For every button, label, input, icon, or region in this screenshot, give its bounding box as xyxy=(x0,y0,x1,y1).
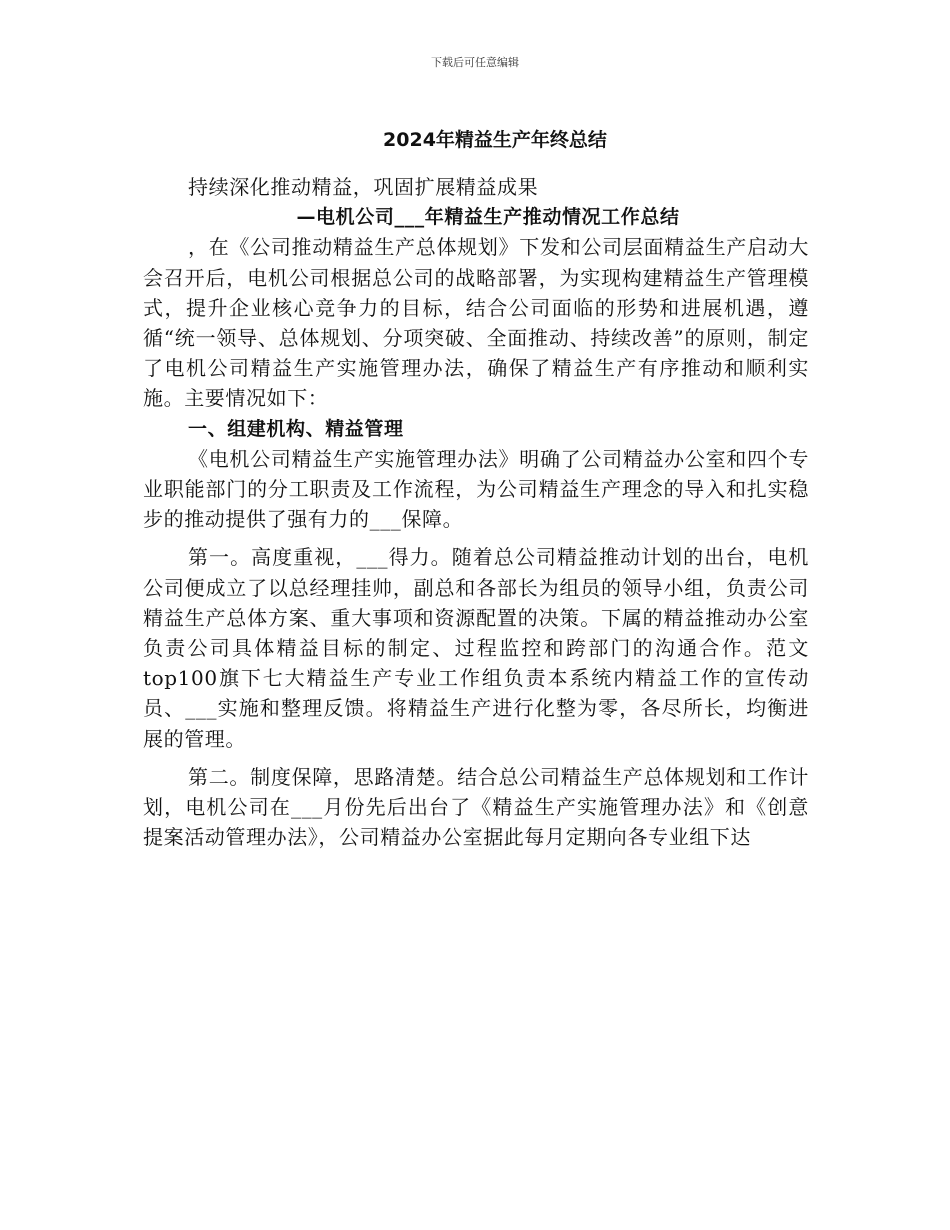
document-body xyxy=(143,172,809,852)
paragraph-gap xyxy=(143,754,809,762)
section-heading: 一、组建机构、精益管理 xyxy=(188,417,404,440)
paragraph-body: 第一。高度重视，___得力。随着总公司精益推动计划的出台，电机公司便成立了以总经理挂帅，副总和各部长为组员的领导小组，负责公司精益生产总体方案、重大事项和资源配置的决策。下属的精益推动办公室负责公司具体精益目标的制定、过程监控和跨部门的沟通合作。范文top100旗下七大精益生产专业工作组负责本系统内精益工作的宣传动员、___实施和整理反馈。将精益生产进行化整为零，各尽所长，均衡进展的管理。 xyxy=(143,545,809,751)
paragraph-body: 第二。制度保障，思路清楚。结合总公司精益生产总体规划和工作计划，电机公司在___月份先后出台了《精益生产实施管理办法》和《创意提案活动管理办法》，公司精益办公室据此每月定期向各专业组下达 xyxy=(143,764,809,850)
document-title: 2024年精益生产年终总结 xyxy=(383,129,607,151)
paragraph-gap xyxy=(143,534,809,542)
document-subtitle-2: —电机公司___年精益生产推动情况工作总结 xyxy=(296,206,680,229)
paragraph-body: 《电机公司精益生产实施管理办法》明确了公司精益办公室和四个专业职能部门的分工职责及工作流程，为公司精益生产理念的导入和扎实稳步的推动提供了强有力的___保障。 xyxy=(143,446,809,532)
header-note: 下载后可任意编辑 xyxy=(431,56,519,69)
paragraph-intro: ，在《公司推动精益生产总体规划》下发和公司层面精益生产启动大会召开后，电机公司根据总公司的战略部署，为实现构建精益生产管理模式，提升企业核心竞争力的目标，结合公司面临的形势和进展机遇，遵循“统一领导、总体规划、分项突破、全面推动、持续改善”的原则，制定了电机公司精益生产实施管理办法，确保了精益生产有序推动和顺利实施。主要情况如下： xyxy=(143,235,809,411)
document-subtitle: 持续深化推动精益，巩固扩展精益成果 xyxy=(188,175,539,199)
